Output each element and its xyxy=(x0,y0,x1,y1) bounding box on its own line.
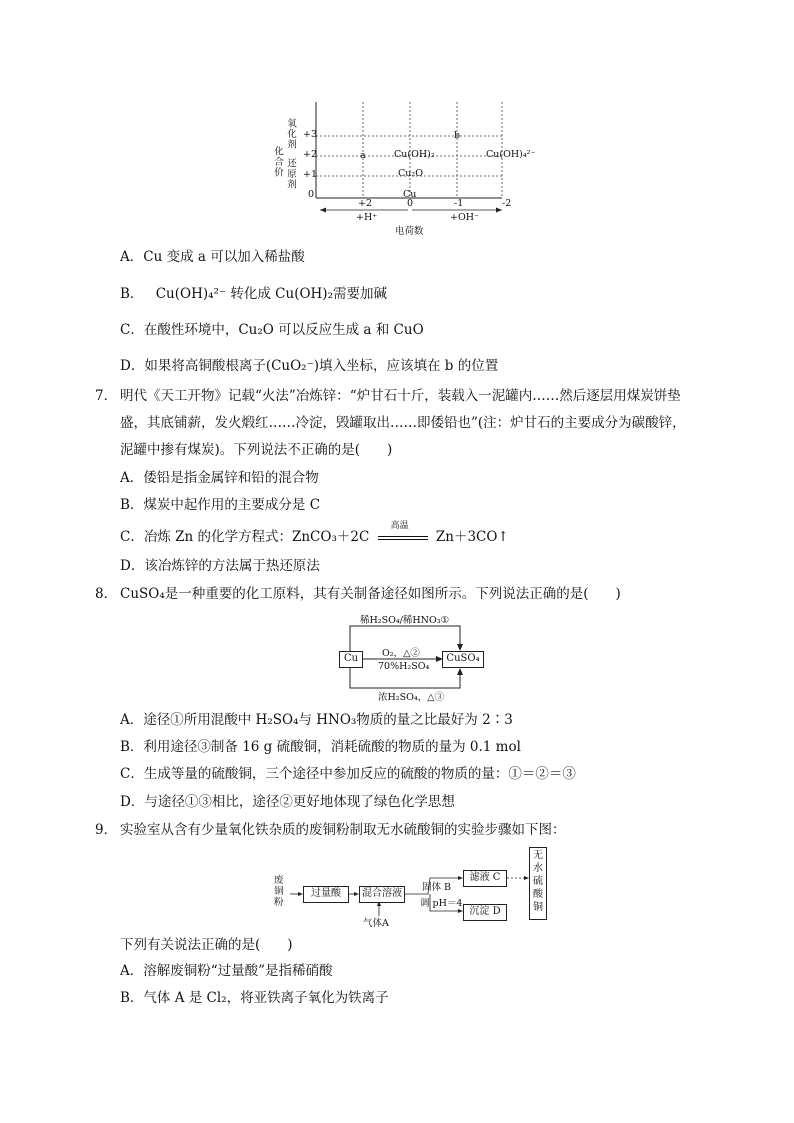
x-axis-label: 电荷数 xyxy=(395,226,424,237)
q7-option-a: A．倭铅是指金属锌和铅的混合物 xyxy=(120,470,319,486)
q9-question: 下列有关说法正确的是( ) xyxy=(120,937,293,953)
y-tick-1: +1 xyxy=(303,169,318,180)
q6-option-c: C．在酸性环境中，Cu₂O 可以反应生成 a 和 CuO xyxy=(120,322,424,338)
q6-option-b-text: 转化成 Cu(OH)₂需要加碱 xyxy=(230,286,387,302)
q9-option-b: B．气体 A 是 Cl₂，将亚铁离子氧化为铁离子 xyxy=(120,990,389,1006)
h-plus-label: +H⁺ xyxy=(356,212,378,223)
cu-box: Cu xyxy=(339,651,363,668)
q8-option-c: C．生成等量的硫酸铜，三个途径中参加反应的硫酸的物质的量：①＝②＝③ xyxy=(120,766,576,782)
q8-stem: CuSO₄是一种重要的化工原料，其有关制备途径如图所示。下列说法正确的是( ) xyxy=(120,586,621,602)
q7-option-c-lhs: C．冶炼 Zn 的化学方程式：ZnCO₃＋2C xyxy=(120,529,370,545)
q9-number: 9． xyxy=(95,822,118,838)
q7-stem-line3: 泥罐中掺有煤炭)。下列说法不正确的是( ) xyxy=(120,442,393,458)
y-tick-2: +2 xyxy=(303,149,318,160)
q9-option-a: A．溶解废铜粉“过量酸”是指稀硝酸 xyxy=(120,963,333,979)
q7-stem-line1: 明代《天工开物》记载“火法”冶炼锌：“炉甘石十斤，装载入一泥罐内……然后逐层用煤炭饼垫 xyxy=(120,388,681,404)
x-tick-plus2: +2 xyxy=(358,198,373,209)
q7-reaction-arrow xyxy=(374,521,432,547)
q7-option-c xyxy=(120,521,509,547)
route-3-label: 浓H₂SO₄，△③ xyxy=(378,692,445,703)
mixed-solution-box: 混合溶液 xyxy=(359,886,405,903)
q9-stem: 实验室从含有少量氧化铁杂质的废铜粉制取无水硫酸铜的实验步骤如下图： xyxy=(120,822,566,838)
filtrate-c-box: 滤液 C xyxy=(463,870,507,887)
species-cuoh4: Cu(OH)₄²⁻ xyxy=(486,149,536,160)
q8-option-d: D．与途径①③相比，途径②更好地体现了绿色化学思想 xyxy=(120,794,455,810)
solid-b-label: 固体 B xyxy=(422,882,452,893)
y-axis-label: 化合价 xyxy=(272,146,283,178)
adjust-ph-label: 调 pH＝4 xyxy=(420,898,463,909)
q9-flow-diagram xyxy=(270,845,560,930)
point-b: b xyxy=(454,130,461,141)
precipitate-d-box: 沉淀 D xyxy=(463,904,507,921)
valence-charge-diagram xyxy=(270,98,536,238)
q8-number: 8． xyxy=(95,586,118,602)
q6-option-a: A．Cu 变成 a 可以加入稀盐酸 xyxy=(120,249,305,265)
cuso4-box: CuSO₄ xyxy=(442,651,484,668)
q7-option-b: B．煤炭中起作用的主要成分是 C xyxy=(120,497,321,513)
route-2-bottom-label: 70%H₂SO₄ xyxy=(378,661,430,672)
reductant-label: 还原剂 xyxy=(285,158,296,190)
species-cu: Cu xyxy=(403,189,417,200)
q7-option-c-rhs: Zn＋3CO↑ xyxy=(435,529,509,545)
excess-acid-box: 过量酸 xyxy=(303,886,349,903)
anhydrous-cuso4-box: 无水硫酸铜 xyxy=(529,847,547,920)
oh-minus-label: +OH⁻ xyxy=(450,212,480,223)
q6-option-b-prefix: B． xyxy=(120,286,144,302)
species-cuoh2: Cu(OH)₂ xyxy=(394,149,435,160)
q6-option-d: D．如果将高铜酸根离子(CuO₂⁻)填入坐标，应该填在 b 的位置 xyxy=(120,358,499,374)
y-tick-3: +3 xyxy=(303,129,318,140)
q8-option-b: B．利用途径③制备 16 g 硫酸铜，消耗硫酸的物质的量为 0.1 mol xyxy=(120,739,521,755)
waste-copper-powder: 废铜粉 xyxy=(274,875,285,908)
x-tick-minus2: -2 xyxy=(502,198,512,209)
x-tick-minus1: -1 xyxy=(454,198,464,209)
species-cu2o: Cu₂O xyxy=(398,168,423,179)
q7-condition: 高温 xyxy=(390,521,409,531)
gas-a-label: 气体A xyxy=(363,918,389,929)
oxidant-label: 氧化剂 xyxy=(285,118,296,150)
q7-stem-line2: 盛，其底铺薪，发火煅红……冷淀，毁罐取出……即倭铅也”(注：炉甘石的主要成分为碳酸锌， xyxy=(120,415,686,431)
q6-option-b-species: Cu(OH)₄²⁻ xyxy=(155,286,227,302)
q8-option-a: A．途径①所用混酸中 H₂SO₄与 HNO₃物质的量之比最好为 2∶3 xyxy=(120,712,513,728)
point-a: a xyxy=(360,150,366,161)
q7-option-d: D．该冶炼锌的方法属于热还原法 xyxy=(120,558,320,574)
route-1-label: 稀H₂SO₄/稀HNO₃① xyxy=(360,615,450,626)
q6-option-b xyxy=(120,284,387,304)
q7-number: 7． xyxy=(95,388,118,404)
route-2-top-label: O₂，△② xyxy=(382,648,420,659)
x-tick-0: 0 xyxy=(407,198,414,209)
y-tick-0: 0 xyxy=(308,189,315,200)
q8-route-diagram xyxy=(330,608,490,703)
